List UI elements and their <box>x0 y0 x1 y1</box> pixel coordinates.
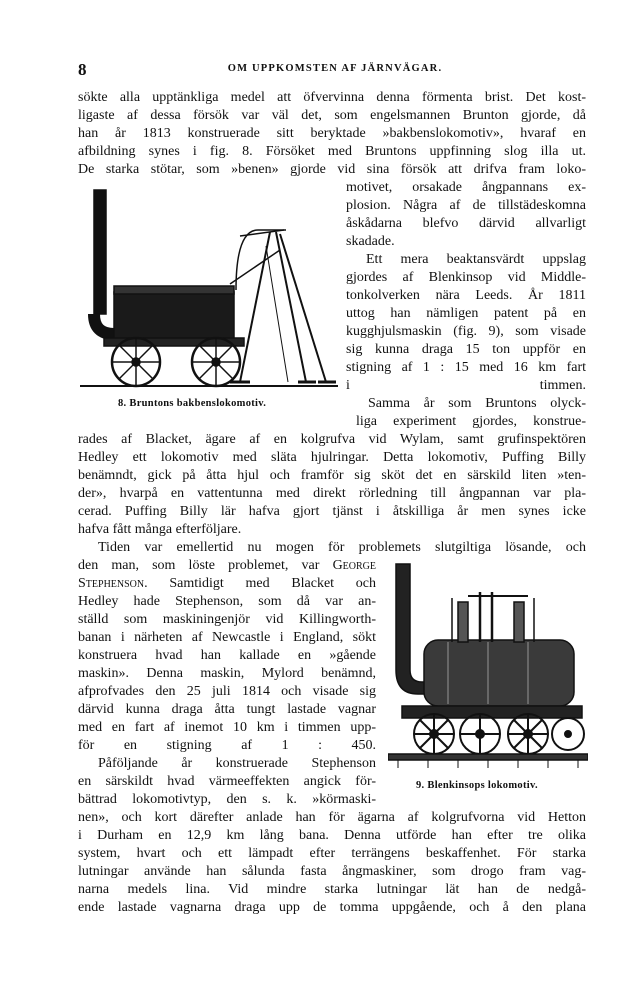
text-line <box>78 575 376 592</box>
running-head: OM UPPKOMSTEN AF JÄRNVÄGAR. <box>227 63 443 74</box>
text-line: för en stigning af 1 : 450. <box>78 738 376 753</box>
text-line: banan i närheten af Newcastle i England, sökt <box>78 630 376 645</box>
text-fragment: den man, som löste problemet, var <box>78 558 320 573</box>
text-line: ende lastade vagnarna draga upp de tomma uppgående, och å den plana <box>78 900 586 915</box>
text-line: kugghjulsmaskin (fig. 9), som visade <box>346 324 586 339</box>
person-name: George <box>332 558 377 573</box>
text-line: rades af Blacket, ägare af en kolgrufva vid Wylam, samt grufinspektören <box>78 432 586 447</box>
text-line: uttog han nämligen patent på en <box>346 306 586 321</box>
text-fragment: Samtidigt med Blacket och <box>169 576 377 591</box>
text-line: bättrad lokomotivtyp, den s. k. »körmaski- <box>78 792 376 807</box>
text-line: liga experiment gjordes, konstrue- <box>356 414 586 429</box>
figure-9-caption: 9. Blenkinsops lokomotiv. <box>416 780 538 791</box>
text-line <box>78 557 376 574</box>
text-line: i timmen. <box>346 378 586 393</box>
figure-9-illustration <box>388 558 588 770</box>
text-line: sig kunna draga 15 ton uppför en <box>346 342 586 357</box>
text-line: narna medels lina. Vid mindre starka lutningar lät han de nedgå- <box>78 882 586 897</box>
text-line: med en fart af inemot 10 km i timmen upp- <box>78 720 376 735</box>
text-line: plosion. Några af de tillstädeskomna <box>346 198 586 213</box>
text-line: en särskildt hvad värmeeffekten angick för- <box>78 774 376 789</box>
text-line: skadade. <box>346 234 395 249</box>
figure-8-illustration <box>80 186 340 396</box>
text-line: maskin». Denna maskin, Mylord benämnd, <box>78 666 376 681</box>
page-number: 8 <box>78 60 87 79</box>
text-line: åskådarna blefvo därvid allvarligt <box>346 216 586 231</box>
text-line: ställd som maskiningenjör vid Killingworth- <box>78 612 376 627</box>
text-line: Tiden var emellertid nu mogen för problemets slutgiltiga lösande, och <box>98 540 586 555</box>
text-line: han år 1813 konstruerade sitt beryktade »bakbenslokomotiv», hvaraf en <box>78 126 586 141</box>
text-line: De starka stötar, som »benen» gjorde vid sina försök att drifva fram loko- <box>78 162 586 177</box>
text-line: nen», och kort därefter anlade han för ägarna af kolgrufvorna vid Hetton <box>78 810 586 825</box>
text-line: Samma år som Bruntons olyck- <box>368 396 586 411</box>
text-line: därvid kunna draga åtta tungt lastade vagnar <box>78 702 376 717</box>
text-line: tonkolverken nära Leeds. År 1811 <box>346 288 586 303</box>
text-line: Ett mera beaktansvärdt uppslag <box>366 252 586 267</box>
text-line: hafva fått många efterföljare. <box>78 522 242 537</box>
person-name: Stephenson. <box>78 576 148 591</box>
text-line: system, hvart och ett lämpadt efter terrängens beskaffenhet. För starka <box>78 846 586 861</box>
text-line: Påföljande år konstruerade Stephenson <box>98 756 376 771</box>
text-line: lutningar använde han sålunda fasta ångmaskiner, som drogo fram vag- <box>78 864 586 879</box>
text-line: gjordes af Blenkinsop vid Middle- <box>346 270 586 285</box>
text-line: Hedley hade Stephenson, som då var an- <box>78 594 376 609</box>
text-line: benämndt, gick på åtta hjul och framför sig sköt det en särskild liten »ten- <box>78 468 586 483</box>
text-line: motivet, orsakade ångpannans ex- <box>346 180 586 195</box>
text-line: i Durham en 12,9 km lång bana. Denna utförde han efter tre olika <box>78 828 586 843</box>
text-line: Hedley ett lokomotiv med släta hjulringar. Detta lokomotiv, Puffing Billy <box>78 450 586 465</box>
text-line: konstruera hvad han kallade en »gående <box>78 648 376 663</box>
figure-8-caption: 8. Bruntons bakbenslokomotiv. <box>118 398 267 409</box>
text-line: afprofvades den 25 juli 1814 och visade sig <box>78 684 376 699</box>
text-line: ligaste af dessa försök var väl det, som engelsmannen Brunton gjorde, då <box>78 108 586 123</box>
text-line: afbildning synes i fig. 8. Försöket med Bruntons uppfinning slog illa ut. <box>78 144 586 159</box>
text-line: cerad. Puffing Billy lär hafva gjort tjänst i åtskilliga år men synes icke <box>78 504 586 519</box>
text-line: sökte alla upptänkliga medel att öfvervinna denna förmenta brist. Det kost- <box>78 90 586 105</box>
text-line: stigning af 1 : 15 med 16 km fart <box>346 360 586 375</box>
text-line: der», hvarpå en vattentunna med direkt rörledning till ångpannan var pla- <box>78 486 586 501</box>
